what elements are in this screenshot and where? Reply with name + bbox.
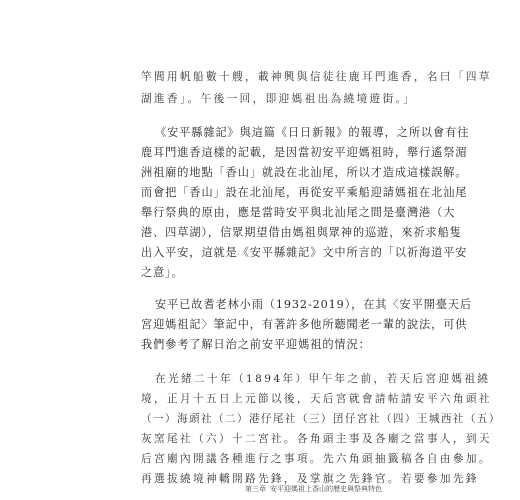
- block-quote-line: 后宮廟內開議各種進行之事項。先六角頭抽籤稿各自由參加。: [141, 453, 492, 465]
- footer-title: 安平迎媽祖上香山的歷史與祭典特色: [270, 485, 382, 493]
- paragraph-line: 而會把「香山」設在北汕尾，再從安平乘船迎請媽祖在北汕尾: [141, 186, 468, 199]
- paragraph-line: 《安平縣雜記》與這篇《日日新報》的報導，之所以會有往: [155, 126, 470, 139]
- paragraph-line: 港、四草湖），信眾期望借由媽祖與眾神的巡遊，來祈求船隻: [141, 226, 462, 239]
- block-quote-line: 再選拔繞境神轎開路先鋒，及掌旗之先鋒官。若要參加先鋒: [141, 473, 479, 485]
- block-quote-line: 在光緒二十年（1894年）甲午年之前，若天后宮迎媽祖繞: [155, 373, 491, 385]
- paragraph-line: 洲祖廟的地點「香山」就設在北汕尾，所以才造成這樣誤解。: [141, 166, 468, 179]
- running-footer: [241, 484, 382, 494]
- block-quote-line: 境，正月十五日上元節以後，天后宮就會請帖請安平六角頭社: [141, 393, 492, 405]
- paragraph-line: 之意」。: [141, 266, 184, 279]
- paragraph-line: 舉行祭典的原由，應是當時安平與北汕尾之間是臺灣港（大: [141, 206, 456, 219]
- paragraph-line: 出入平安，這就是《安平縣雜記》文中所言的「以祈海道平安: [141, 246, 468, 259]
- block-quote-line: 灰窯尾社（六）十二宮社。各角頭主事及各廟之當事人，到天: [141, 433, 492, 445]
- paragraph-line: 安平已故耆老林小雨（1932-2019），在其〈安平開臺天后: [155, 298, 473, 311]
- quote-continuation-line: 湖進香」。午後一回，即迎媽祖出為繞境遊街。」: [141, 93, 417, 105]
- quote-continuation-line: 竿閭用帆船數十艘，載神興與信徒往鹿耳門進香，名曰「四草: [141, 71, 492, 83]
- block-quote-line: （一）海頭社（二）港仔尾社（三）囝仔宮社（四）王城西社（五）: [141, 413, 501, 425]
- paragraph-line: 我們參考了解日治之前安平迎媽祖的情況：: [141, 338, 371, 351]
- footer-chapter: 第三章: [245, 485, 266, 493]
- paragraph-line: 鹿耳門進香這樣的記載，是因當初安平迎媽祖時，舉行遙祭湄: [141, 146, 468, 159]
- paragraph-line: 宮迎媽祖記〉筆記中，有著許多他所聽聞老一輩的說法，可供: [141, 318, 468, 331]
